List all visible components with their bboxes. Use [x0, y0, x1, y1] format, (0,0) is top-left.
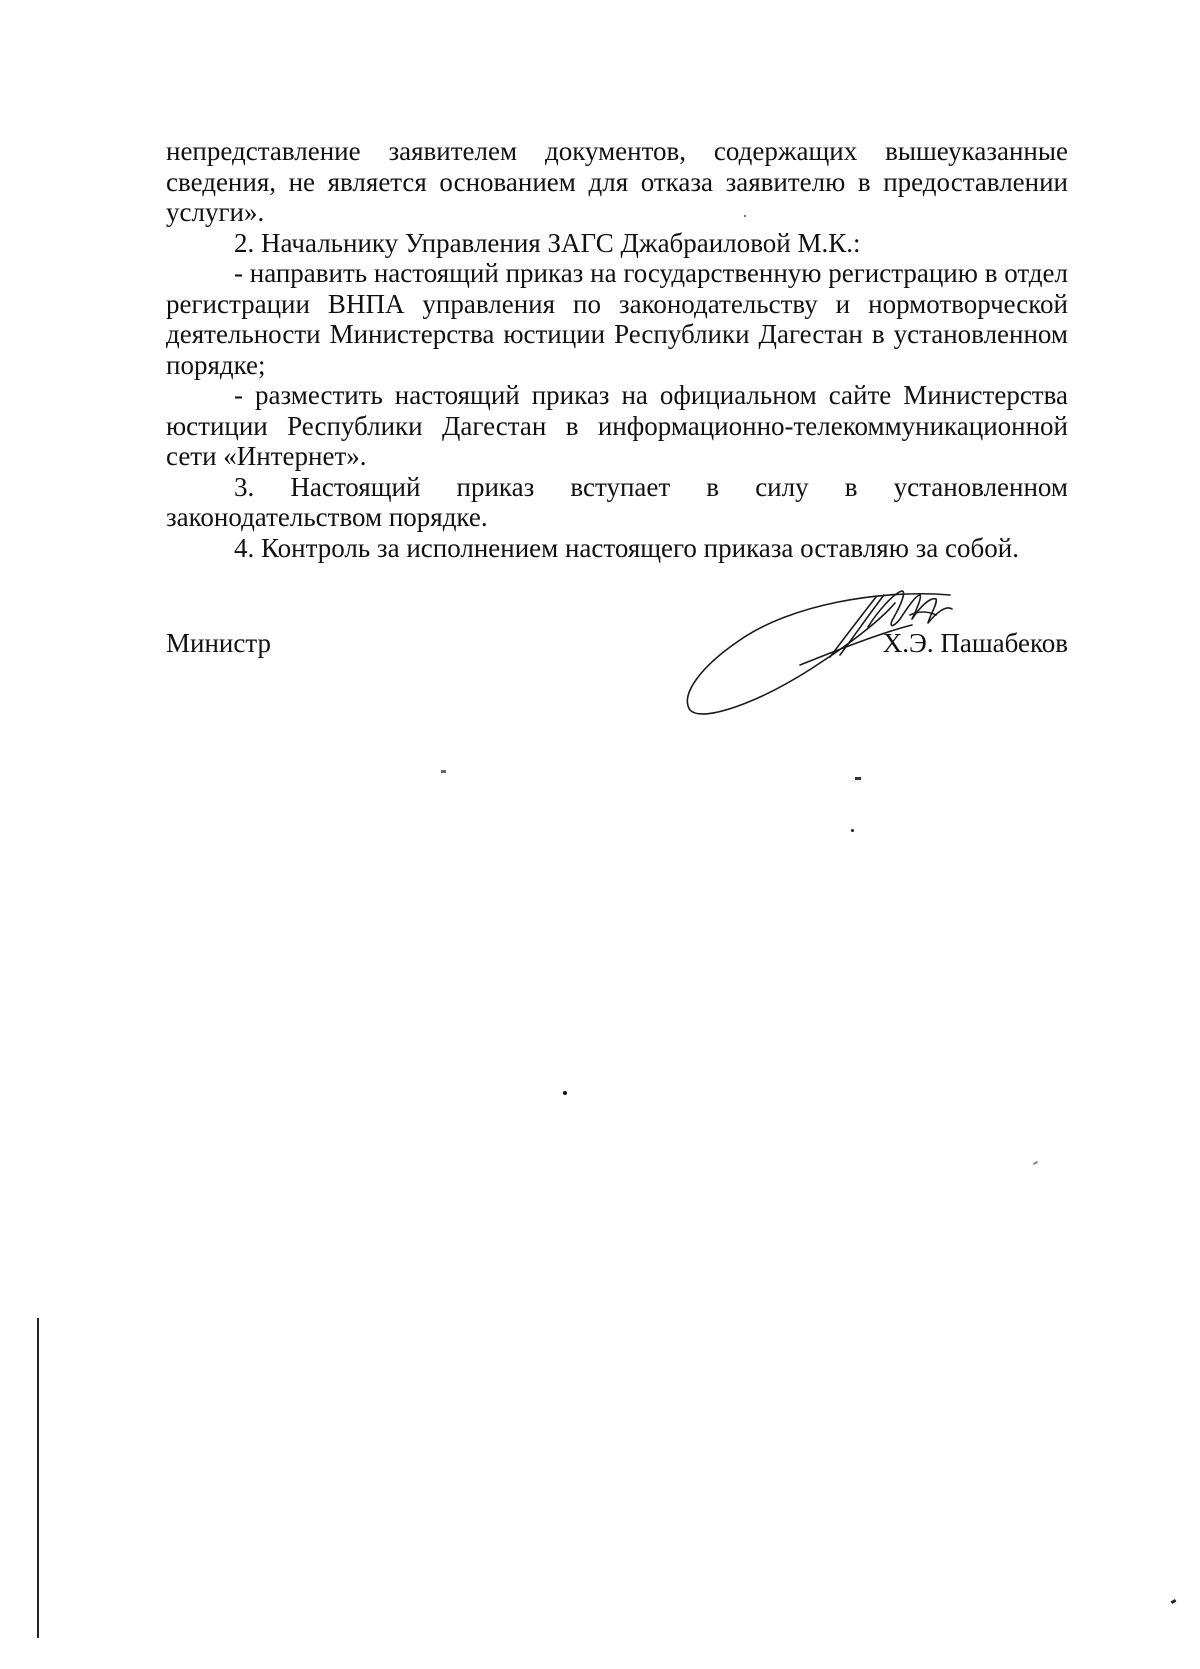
scan-speck: [1033, 1161, 1038, 1165]
scan-speck: [563, 1091, 567, 1095]
signer-name: Х.Э. Пашабеков: [882, 628, 1068, 658]
paragraph-continuation: непредставление заявителем документов, содержащих вышеуказанные сведения, не является основанием для отказа заявителю в предоставлении услуги».: [166, 136, 1068, 227]
paragraph-item-4: 4. Контроль за исполнением настоящего приказа оставляю за собой.: [234, 532, 1019, 563]
scan-speck: [744, 215, 746, 217]
paragraph-item-2-registration: - направить настоящий приказ на государственную регистрацию в отдел регистрации ВНПА управления по законодательству и нормотворческой деятельности Министерства юстиции Республики Дагестан в установленном порядке;: [166, 258, 1068, 380]
document-body: [166, 136, 1068, 563]
scan-speck: [1171, 1599, 1177, 1604]
scan-speck: [851, 829, 854, 832]
paragraph-item-2: 2. Начальнику Управления ЗАГС Джабраиловой М.К.:: [234, 227, 861, 258]
paragraph-item-3: 3. Настоящий приказ вступает в силу в установленном законодательством порядке.: [166, 471, 1068, 532]
scan-edge-line: [37, 1318, 39, 1638]
paragraph-item-2-publication: - разместить настоящий приказ на официальном сайте Министерства юстиции Республики Дагестан в информационно-телекоммуникационной сети «Интернет».: [166, 380, 1068, 471]
scan-speck: [855, 777, 861, 780]
signer-title: Министр: [166, 628, 271, 658]
handwritten-signature: [680, 585, 980, 715]
scan-speck: [441, 770, 446, 773]
